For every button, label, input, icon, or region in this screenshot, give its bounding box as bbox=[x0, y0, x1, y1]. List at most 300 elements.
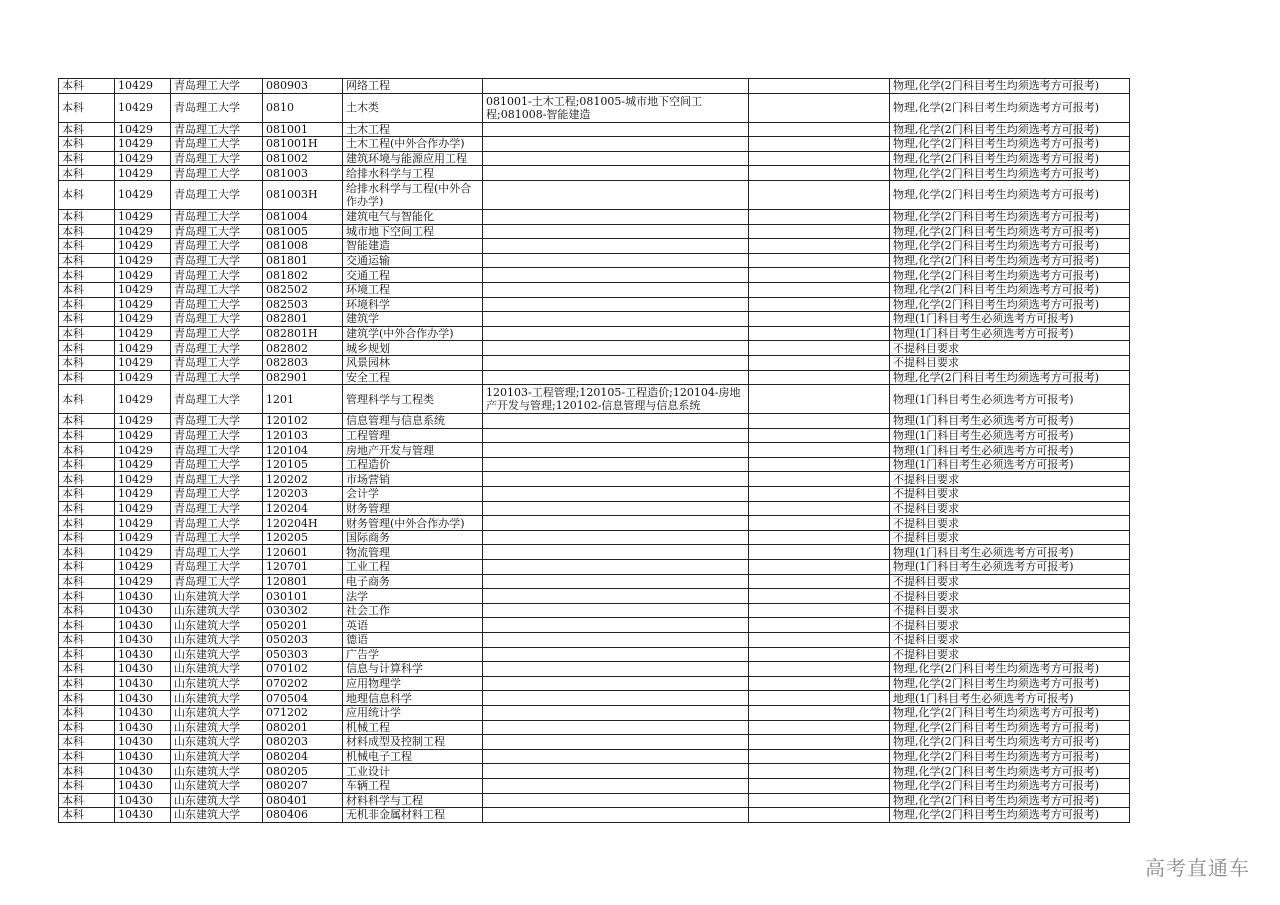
cell-major-code: 080207 bbox=[263, 778, 343, 793]
cell-subject-requirement: 物理,化学(2门科目考生均须选考方可报考) bbox=[890, 239, 1130, 254]
cell-major-code: 0810 bbox=[263, 93, 343, 122]
table-row bbox=[59, 764, 1130, 779]
cell-major-name: 工程管理 bbox=[343, 428, 483, 443]
cell-subject-requirement: 物理,化学(2门科目考生均须选考方可报考) bbox=[890, 370, 1130, 385]
table-row bbox=[59, 385, 1130, 414]
cell-included-majors bbox=[483, 209, 749, 224]
cell-subject-requirement: 不提科目要求 bbox=[890, 647, 1130, 662]
cell-school-name: 山东建筑大学 bbox=[171, 676, 263, 691]
cell-major-code: 071202 bbox=[263, 705, 343, 720]
cell-included-majors bbox=[483, 676, 749, 691]
cell-subject-requirement: 不提科目要求 bbox=[890, 501, 1130, 516]
cell-major-name: 信息管理与信息系统 bbox=[343, 414, 483, 429]
cell-school-code: 10430 bbox=[115, 662, 171, 677]
table-row bbox=[59, 589, 1130, 604]
cell-note bbox=[749, 603, 890, 618]
cell-school-code: 10429 bbox=[115, 122, 171, 137]
cell-included-majors bbox=[483, 487, 749, 502]
cell-level: 本科 bbox=[59, 428, 115, 443]
cell-note bbox=[749, 443, 890, 458]
cell-subject-requirement: 物理,化学(2门科目考生均须选考方可报考) bbox=[890, 764, 1130, 779]
table-row bbox=[59, 516, 1130, 531]
cell-school-code: 10429 bbox=[115, 180, 171, 209]
cell-school-code: 10430 bbox=[115, 764, 171, 779]
cell-subject-requirement: 不提科目要求 bbox=[890, 618, 1130, 633]
cell-school-name: 山东建筑大学 bbox=[171, 647, 263, 662]
cell-school-name: 青岛理工大学 bbox=[171, 239, 263, 254]
cell-school-name: 山东建筑大学 bbox=[171, 720, 263, 735]
cell-included-majors bbox=[483, 428, 749, 443]
cell-major-code: 082502 bbox=[263, 282, 343, 297]
cell-subject-requirement: 物理,化学(2门科目考生均须选考方可报考) bbox=[890, 808, 1130, 823]
cell-school-name: 青岛理工大学 bbox=[171, 501, 263, 516]
cell-included-majors bbox=[483, 749, 749, 764]
cell-included-majors bbox=[483, 472, 749, 487]
cell-subject-requirement: 物理,化学(2门科目考生均须选考方可报考) bbox=[890, 720, 1130, 735]
cell-note bbox=[749, 662, 890, 677]
cell-school-code: 10429 bbox=[115, 341, 171, 356]
cell-major-name: 国际商务 bbox=[343, 530, 483, 545]
cell-level: 本科 bbox=[59, 209, 115, 224]
cell-school-code: 10429 bbox=[115, 239, 171, 254]
table-row bbox=[59, 414, 1130, 429]
cell-school-code: 10429 bbox=[115, 224, 171, 239]
cell-major-name: 环境工程 bbox=[343, 282, 483, 297]
cell-major-code: 120102 bbox=[263, 414, 343, 429]
cell-major-name: 地理信息科学 bbox=[343, 691, 483, 706]
cell-included-majors bbox=[483, 662, 749, 677]
cell-level: 本科 bbox=[59, 676, 115, 691]
cell-note bbox=[749, 676, 890, 691]
cell-school-code: 10429 bbox=[115, 530, 171, 545]
table-row bbox=[59, 560, 1130, 575]
table-row bbox=[59, 647, 1130, 662]
cell-major-code: 120202 bbox=[263, 472, 343, 487]
cell-subject-requirement: 物理,化学(2门科目考生均须选考方可报考) bbox=[890, 224, 1130, 239]
cell-level: 本科 bbox=[59, 705, 115, 720]
cell-school-name: 山东建筑大学 bbox=[171, 662, 263, 677]
cell-subject-requirement: 不提科目要求 bbox=[890, 341, 1130, 356]
cell-major-name: 给排水科学与工程 bbox=[343, 166, 483, 181]
cell-major-code: 081005 bbox=[263, 224, 343, 239]
cell-school-code: 10430 bbox=[115, 735, 171, 750]
cell-note bbox=[749, 764, 890, 779]
cell-level: 本科 bbox=[59, 239, 115, 254]
cell-subject-requirement: 不提科目要求 bbox=[890, 472, 1130, 487]
cell-note bbox=[749, 79, 890, 94]
cell-note bbox=[749, 312, 890, 327]
cell-school-name: 山东建筑大学 bbox=[171, 633, 263, 648]
cell-subject-requirement: 物理,化学(2门科目考生均须选考方可报考) bbox=[890, 778, 1130, 793]
cell-major-code: 120105 bbox=[263, 457, 343, 472]
cell-school-code: 10429 bbox=[115, 414, 171, 429]
cell-subject-requirement: 物理(1门科目考生必须选考方可报考) bbox=[890, 545, 1130, 560]
table-row bbox=[59, 603, 1130, 618]
cell-level: 本科 bbox=[59, 312, 115, 327]
cell-major-name: 市场营销 bbox=[343, 472, 483, 487]
cell-subject-requirement: 物理,化学(2门科目考生均须选考方可报考) bbox=[890, 166, 1130, 181]
cell-subject-requirement: 物理,化学(2门科目考生均须选考方可报考) bbox=[890, 793, 1130, 808]
cell-included-majors bbox=[483, 297, 749, 312]
table-row bbox=[59, 457, 1130, 472]
table-row bbox=[59, 545, 1130, 560]
cell-note bbox=[749, 472, 890, 487]
table-row bbox=[59, 618, 1130, 633]
cell-included-majors bbox=[483, 633, 749, 648]
table-row bbox=[59, 312, 1130, 327]
cell-school-name: 山东建筑大学 bbox=[171, 749, 263, 764]
cell-school-code: 10429 bbox=[115, 355, 171, 370]
cell-level: 本科 bbox=[59, 793, 115, 808]
cell-school-name: 青岛理工大学 bbox=[171, 355, 263, 370]
cell-school-code: 10429 bbox=[115, 312, 171, 327]
cell-major-name: 应用物理学 bbox=[343, 676, 483, 691]
cell-school-code: 10429 bbox=[115, 209, 171, 224]
cell-note bbox=[749, 705, 890, 720]
cell-level: 本科 bbox=[59, 414, 115, 429]
cell-major-code: 082802 bbox=[263, 341, 343, 356]
cell-level: 本科 bbox=[59, 180, 115, 209]
table-row bbox=[59, 180, 1130, 209]
cell-major-name: 广告学 bbox=[343, 647, 483, 662]
table-row bbox=[59, 633, 1130, 648]
cell-school-name: 青岛理工大学 bbox=[171, 487, 263, 502]
cell-level: 本科 bbox=[59, 457, 115, 472]
cell-note bbox=[749, 793, 890, 808]
cell-major-name: 城市地下空间工程 bbox=[343, 224, 483, 239]
cell-school-name: 青岛理工大学 bbox=[171, 180, 263, 209]
table-row bbox=[59, 662, 1130, 677]
cell-major-name: 土木类 bbox=[343, 93, 483, 122]
cell-major-code: 080401 bbox=[263, 793, 343, 808]
cell-subject-requirement: 物理(1门科目考生必须选考方可报考) bbox=[890, 457, 1130, 472]
cell-level: 本科 bbox=[59, 516, 115, 531]
cell-note bbox=[749, 224, 890, 239]
cell-major-name: 信息与计算科学 bbox=[343, 662, 483, 677]
table-row bbox=[59, 370, 1130, 385]
cell-level: 本科 bbox=[59, 808, 115, 823]
cell-major-code: 081001 bbox=[263, 122, 343, 137]
table-row bbox=[59, 574, 1130, 589]
cell-subject-requirement: 物理,化学(2门科目考生均须选考方可报考) bbox=[890, 662, 1130, 677]
cell-major-name: 财务管理 bbox=[343, 501, 483, 516]
table-row bbox=[59, 93, 1130, 122]
cell-major-code: 081001H bbox=[263, 137, 343, 152]
cell-note bbox=[749, 209, 890, 224]
cell-school-code: 10430 bbox=[115, 793, 171, 808]
table-row bbox=[59, 443, 1130, 458]
cell-subject-requirement: 物理,化学(2门科目考生均须选考方可报考) bbox=[890, 268, 1130, 283]
cell-subject-requirement: 不提科目要求 bbox=[890, 355, 1130, 370]
cell-school-name: 青岛理工大学 bbox=[171, 560, 263, 575]
cell-school-name: 青岛理工大学 bbox=[171, 414, 263, 429]
cell-included-majors bbox=[483, 341, 749, 356]
cell-major-name: 材料科学与工程 bbox=[343, 793, 483, 808]
cell-major-name: 物流管理 bbox=[343, 545, 483, 560]
table-row bbox=[59, 239, 1130, 254]
cell-major-code: 081003 bbox=[263, 166, 343, 181]
table-row bbox=[59, 487, 1130, 502]
cell-included-majors bbox=[483, 574, 749, 589]
cell-major-code: 080903 bbox=[263, 79, 343, 94]
cell-level: 本科 bbox=[59, 603, 115, 618]
cell-major-name: 工业工程 bbox=[343, 560, 483, 575]
cell-school-name: 青岛理工大学 bbox=[171, 166, 263, 181]
cell-included-majors bbox=[483, 355, 749, 370]
cell-note bbox=[749, 516, 890, 531]
cell-included-majors: 120103-工程管理;120105-工程造价;120104-房地产开发与管理;120102-信息管理与信息系统 bbox=[483, 385, 749, 414]
table-row bbox=[59, 472, 1130, 487]
table-row bbox=[59, 428, 1130, 443]
cell-note bbox=[749, 778, 890, 793]
table-row bbox=[59, 224, 1130, 239]
cell-included-majors bbox=[483, 705, 749, 720]
cell-note bbox=[749, 341, 890, 356]
cell-included-majors bbox=[483, 370, 749, 385]
cell-major-code: 050303 bbox=[263, 647, 343, 662]
cell-note bbox=[749, 633, 890, 648]
cell-school-name: 青岛理工大学 bbox=[171, 137, 263, 152]
cell-included-majors bbox=[483, 180, 749, 209]
cell-school-name: 青岛理工大学 bbox=[171, 530, 263, 545]
cell-major-code: 081002 bbox=[263, 151, 343, 166]
cell-subject-requirement: 物理,化学(2门科目考生均须选考方可报考) bbox=[890, 282, 1130, 297]
cell-level: 本科 bbox=[59, 545, 115, 560]
cell-level: 本科 bbox=[59, 720, 115, 735]
cell-note bbox=[749, 501, 890, 516]
cell-school-code: 10429 bbox=[115, 326, 171, 341]
cell-school-name: 青岛理工大学 bbox=[171, 253, 263, 268]
cell-level: 本科 bbox=[59, 691, 115, 706]
cell-level: 本科 bbox=[59, 137, 115, 152]
cell-note bbox=[749, 355, 890, 370]
cell-school-name: 山东建筑大学 bbox=[171, 618, 263, 633]
cell-subject-requirement: 地理(1门科目考生必须选考方可报考) bbox=[890, 691, 1130, 706]
cell-included-majors bbox=[483, 443, 749, 458]
cell-major-code: 081004 bbox=[263, 209, 343, 224]
cell-major-code: 082801H bbox=[263, 326, 343, 341]
cell-major-name: 工程造价 bbox=[343, 457, 483, 472]
cell-subject-requirement: 物理,化学(2门科目考生均须选考方可报考) bbox=[890, 122, 1130, 137]
cell-school-code: 10429 bbox=[115, 268, 171, 283]
cell-included-majors: 081001-土木工程;081005-城市地下空间工程;081008-智能建造 bbox=[483, 93, 749, 122]
cell-major-name: 机械电子工程 bbox=[343, 749, 483, 764]
table-row bbox=[59, 530, 1130, 545]
cell-note bbox=[749, 808, 890, 823]
cell-included-majors bbox=[483, 137, 749, 152]
cell-subject-requirement: 不提科目要求 bbox=[890, 589, 1130, 604]
cell-level: 本科 bbox=[59, 633, 115, 648]
table-row bbox=[59, 268, 1130, 283]
cell-school-code: 10429 bbox=[115, 487, 171, 502]
cell-school-name: 青岛理工大学 bbox=[171, 268, 263, 283]
cell-note bbox=[749, 647, 890, 662]
cell-subject-requirement: 物理,化学(2门科目考生均须选考方可报考) bbox=[890, 79, 1130, 94]
cell-level: 本科 bbox=[59, 589, 115, 604]
cell-school-name: 山东建筑大学 bbox=[171, 705, 263, 720]
cell-major-code: 082801 bbox=[263, 312, 343, 327]
cell-subject-requirement: 物理,化学(2门科目考生均须选考方可报考) bbox=[890, 253, 1130, 268]
cell-subject-requirement: 物理,化学(2门科目考生均须选考方可报考) bbox=[890, 735, 1130, 750]
cell-major-code: 080406 bbox=[263, 808, 343, 823]
cell-level: 本科 bbox=[59, 79, 115, 94]
cell-major-name: 建筑学 bbox=[343, 312, 483, 327]
cell-school-name: 青岛理工大学 bbox=[171, 282, 263, 297]
cell-subject-requirement: 不提科目要求 bbox=[890, 487, 1130, 502]
cell-major-name: 土木工程(中外合作办学) bbox=[343, 137, 483, 152]
cell-subject-requirement: 不提科目要求 bbox=[890, 516, 1130, 531]
table-row bbox=[59, 501, 1130, 516]
cell-major-name: 智能建造 bbox=[343, 239, 483, 254]
cell-included-majors bbox=[483, 268, 749, 283]
cell-major-name: 建筑环境与能源应用工程 bbox=[343, 151, 483, 166]
cell-school-name: 山东建筑大学 bbox=[171, 778, 263, 793]
cell-note bbox=[749, 589, 890, 604]
cell-school-name: 青岛理工大学 bbox=[171, 312, 263, 327]
cell-school-code: 10429 bbox=[115, 93, 171, 122]
cell-major-name: 车辆工程 bbox=[343, 778, 483, 793]
cell-school-code: 10429 bbox=[115, 501, 171, 516]
cell-major-name: 风景园林 bbox=[343, 355, 483, 370]
cell-school-name: 山东建筑大学 bbox=[171, 764, 263, 779]
table-row bbox=[59, 735, 1130, 750]
cell-level: 本科 bbox=[59, 501, 115, 516]
cell-note bbox=[749, 487, 890, 502]
cell-school-name: 青岛理工大学 bbox=[171, 93, 263, 122]
cell-included-majors bbox=[483, 151, 749, 166]
cell-level: 本科 bbox=[59, 778, 115, 793]
cell-level: 本科 bbox=[59, 560, 115, 575]
cell-note bbox=[749, 326, 890, 341]
table-row bbox=[59, 253, 1130, 268]
cell-level: 本科 bbox=[59, 487, 115, 502]
cell-school-name: 山东建筑大学 bbox=[171, 735, 263, 750]
cell-school-code: 10429 bbox=[115, 545, 171, 560]
cell-school-code: 10429 bbox=[115, 370, 171, 385]
cell-major-name: 网络工程 bbox=[343, 79, 483, 94]
cell-school-name: 青岛理工大学 bbox=[171, 79, 263, 94]
cell-major-code: 030302 bbox=[263, 603, 343, 618]
cell-school-code: 10429 bbox=[115, 560, 171, 575]
cell-major-name: 材料成型及控制工程 bbox=[343, 735, 483, 750]
cell-included-majors bbox=[483, 122, 749, 137]
cell-note bbox=[749, 282, 890, 297]
cell-school-code: 10429 bbox=[115, 253, 171, 268]
cell-subject-requirement: 物理,化学(2门科目考生均须选考方可报考) bbox=[890, 151, 1130, 166]
cell-level: 本科 bbox=[59, 326, 115, 341]
cell-level: 本科 bbox=[59, 253, 115, 268]
cell-level: 本科 bbox=[59, 282, 115, 297]
cell-included-majors bbox=[483, 545, 749, 560]
cell-subject-requirement: 物理,化学(2门科目考生均须选考方可报考) bbox=[890, 749, 1130, 764]
cell-school-code: 10429 bbox=[115, 472, 171, 487]
cell-included-majors bbox=[483, 282, 749, 297]
table-row bbox=[59, 793, 1130, 808]
cell-level: 本科 bbox=[59, 166, 115, 181]
cell-school-code: 10430 bbox=[115, 633, 171, 648]
cell-school-code: 10429 bbox=[115, 297, 171, 312]
cell-major-code: 070504 bbox=[263, 691, 343, 706]
cell-major-code: 080204 bbox=[263, 749, 343, 764]
cell-level: 本科 bbox=[59, 385, 115, 414]
cell-included-majors bbox=[483, 516, 749, 531]
cell-major-code: 082901 bbox=[263, 370, 343, 385]
cell-level: 本科 bbox=[59, 268, 115, 283]
cell-major-code: 081801 bbox=[263, 253, 343, 268]
cell-level: 本科 bbox=[59, 764, 115, 779]
cell-major-code: 070102 bbox=[263, 662, 343, 677]
cell-subject-requirement: 不提科目要求 bbox=[890, 574, 1130, 589]
cell-note bbox=[749, 253, 890, 268]
cell-included-majors bbox=[483, 224, 749, 239]
cell-school-name: 青岛理工大学 bbox=[171, 370, 263, 385]
cell-note bbox=[749, 297, 890, 312]
table-row bbox=[59, 151, 1130, 166]
cell-major-name: 会计学 bbox=[343, 487, 483, 502]
cell-note bbox=[749, 180, 890, 209]
cell-subject-requirement: 物理,化学(2门科目考生均须选考方可报考) bbox=[890, 676, 1130, 691]
table-body bbox=[59, 79, 1130, 823]
table-row bbox=[59, 341, 1130, 356]
cell-school-name: 山东建筑大学 bbox=[171, 691, 263, 706]
cell-note bbox=[749, 268, 890, 283]
cell-major-name: 电子商务 bbox=[343, 574, 483, 589]
cell-included-majors bbox=[483, 778, 749, 793]
cell-major-name: 机械工程 bbox=[343, 720, 483, 735]
cell-included-majors bbox=[483, 166, 749, 181]
cell-subject-requirement: 物理(1门科目考生必须选考方可报考) bbox=[890, 312, 1130, 327]
table-row bbox=[59, 355, 1130, 370]
cell-school-name: 青岛理工大学 bbox=[171, 385, 263, 414]
cell-subject-requirement: 不提科目要求 bbox=[890, 530, 1130, 545]
cell-subject-requirement: 物理,化学(2门科目考生均须选考方可报考) bbox=[890, 93, 1130, 122]
cell-included-majors bbox=[483, 530, 749, 545]
cell-level: 本科 bbox=[59, 749, 115, 764]
cell-included-majors bbox=[483, 691, 749, 706]
cell-school-code: 10430 bbox=[115, 808, 171, 823]
cell-note bbox=[749, 457, 890, 472]
cell-major-code: 080201 bbox=[263, 720, 343, 735]
cell-level: 本科 bbox=[59, 93, 115, 122]
cell-note bbox=[749, 545, 890, 560]
cell-included-majors bbox=[483, 764, 749, 779]
cell-school-code: 10430 bbox=[115, 749, 171, 764]
cell-note bbox=[749, 239, 890, 254]
cell-level: 本科 bbox=[59, 574, 115, 589]
table-row bbox=[59, 297, 1130, 312]
cell-level: 本科 bbox=[59, 530, 115, 545]
cell-major-code: 1201 bbox=[263, 385, 343, 414]
cell-school-name: 青岛理工大学 bbox=[171, 545, 263, 560]
cell-level: 本科 bbox=[59, 472, 115, 487]
cell-school-code: 10430 bbox=[115, 603, 171, 618]
cell-included-majors bbox=[483, 603, 749, 618]
cell-subject-requirement: 物理,化学(2门科目考生均须选考方可报考) bbox=[890, 137, 1130, 152]
cell-major-name: 法学 bbox=[343, 589, 483, 604]
cell-level: 本科 bbox=[59, 662, 115, 677]
cell-school-code: 10429 bbox=[115, 443, 171, 458]
cell-school-code: 10429 bbox=[115, 574, 171, 589]
cell-major-code: 080205 bbox=[263, 764, 343, 779]
cell-major-name: 无机非金属材料工程 bbox=[343, 808, 483, 823]
table-row bbox=[59, 137, 1130, 152]
cell-major-code: 030101 bbox=[263, 589, 343, 604]
cell-included-majors bbox=[483, 253, 749, 268]
cell-major-code: 120205 bbox=[263, 530, 343, 545]
cell-included-majors bbox=[483, 312, 749, 327]
cell-included-majors bbox=[483, 735, 749, 750]
subject-requirements-table bbox=[58, 78, 1130, 823]
